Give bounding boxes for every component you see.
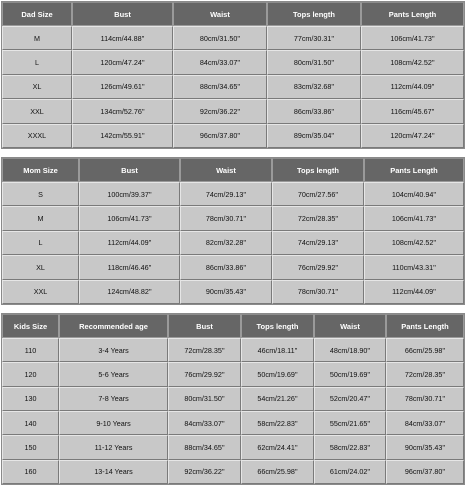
table-row <box>2 338 464 362</box>
table-cell: 110cm/43.31'' <box>364 255 464 279</box>
table-cell: 3-4 Years <box>59 338 168 362</box>
table-cell: 90cm/35.43'' <box>180 280 272 304</box>
table-row <box>2 99 464 123</box>
table-cell: 112cm/44.09'' <box>364 280 464 304</box>
dad-header-row <box>2 2 464 26</box>
table-cell: 90cm/35.43'' <box>386 435 464 459</box>
mom-header-row <box>2 158 464 182</box>
table-cell: 114cm/44.88'' <box>72 26 173 50</box>
table-cell: 130 <box>2 387 59 411</box>
table-cell: 76cm/29.92'' <box>168 362 241 386</box>
table-cell: 140 <box>2 411 59 435</box>
table-cell: 96cm/37.80'' <box>173 124 267 148</box>
table-cell: S <box>2 182 79 206</box>
table-row <box>2 435 464 459</box>
table-cell: 74cm/29.13'' <box>180 182 272 206</box>
table-cell: 118cm/46.46'' <box>79 255 180 279</box>
table-row <box>2 26 464 50</box>
dad-header-tops-length: Tops length <box>267 2 361 26</box>
table-cell: 88cm/34.65'' <box>173 75 267 99</box>
kids-header-tops-length: Tops length <box>241 314 314 338</box>
table-cell: 72cm/28.35'' <box>168 338 241 362</box>
table-cell: L <box>2 231 79 255</box>
table-cell: 92cm/36.22'' <box>173 99 267 123</box>
mom-header-size: Mom Size <box>2 158 79 182</box>
table-cell: 92cm/36.22'' <box>168 460 241 484</box>
dad-size-table <box>1 1 465 149</box>
table-cell: 86cm/33.86'' <box>267 99 361 123</box>
table-cell: 106cm/41.73'' <box>364 206 464 230</box>
dad-header-waist: Waist <box>173 2 267 26</box>
table-row <box>2 75 464 99</box>
table-cell: 46cm/18.11'' <box>241 338 314 362</box>
mom-header-pants-length: Pants Length <box>364 158 464 182</box>
table-row <box>2 124 464 148</box>
table-cell: 77cm/30.31'' <box>267 26 361 50</box>
table-cell: M <box>2 206 79 230</box>
table-cell: 76cm/29.92'' <box>272 255 364 279</box>
table-cell: 150 <box>2 435 59 459</box>
mom-header-tops-length: Tops length <box>272 158 364 182</box>
table-cell: 80cm/31.50'' <box>173 26 267 50</box>
table-cell: 106cm/41.73'' <box>361 26 464 50</box>
table-cell: 70cm/27.56'' <box>272 182 364 206</box>
table-cell: XXXL <box>2 124 72 148</box>
table-cell: 112cm/44.09'' <box>79 231 180 255</box>
table-cell: 80cm/31.50'' <box>267 50 361 74</box>
kids-header-bust: Bust <box>168 314 241 338</box>
table-cell: 160 <box>2 460 59 484</box>
table-row <box>2 50 464 74</box>
kids-header-waist: Waist <box>314 314 386 338</box>
table-cell: 120cm/47.24'' <box>72 50 173 74</box>
table-row <box>2 182 464 206</box>
table-cell: 52cm/20.47'' <box>314 387 386 411</box>
table-cell: XXL <box>2 99 72 123</box>
table-cell: L <box>2 50 72 74</box>
table-cell: 120 <box>2 362 59 386</box>
table-cell: 84cm/33.07'' <box>173 50 267 74</box>
mom-header-waist: Waist <box>180 158 272 182</box>
dad-header-bust: Bust <box>72 2 173 26</box>
kids-header-recommended-age: Recommended age <box>59 314 168 338</box>
table-cell: M <box>2 26 72 50</box>
table-cell: 54cm/21.26'' <box>241 387 314 411</box>
kids-header-row <box>2 314 464 338</box>
table-row <box>2 206 464 230</box>
table-cell: 9-10 Years <box>59 411 168 435</box>
table-cell: 48cm/18.90'' <box>314 338 386 362</box>
table-cell: 124cm/48.82'' <box>79 280 180 304</box>
table-cell: 55cm/21.65'' <box>314 411 386 435</box>
table-cell: XL <box>2 255 79 279</box>
table-cell: 50cm/19.69'' <box>314 362 386 386</box>
kids-size-table <box>1 313 465 485</box>
table-cell: 72cm/28.35'' <box>272 206 364 230</box>
table-cell: 78cm/30.71'' <box>272 280 364 304</box>
table-row <box>2 255 464 279</box>
mom-header-bust: Bust <box>79 158 180 182</box>
table-cell: 58cm/22.83'' <box>314 435 386 459</box>
table-cell: XXL <box>2 280 79 304</box>
table-row <box>2 231 464 255</box>
table-cell: 82cm/32.28'' <box>180 231 272 255</box>
table-cell: 110 <box>2 338 59 362</box>
table-cell: 78cm/30.71'' <box>386 387 464 411</box>
kids-header-size: Kids Size <box>2 314 59 338</box>
table-cell: 104cm/40.94'' <box>364 182 464 206</box>
table-cell: 80cm/31.50'' <box>168 387 241 411</box>
table-cell: 116cm/45.67'' <box>361 99 464 123</box>
table-cell: 96cm/37.80'' <box>386 460 464 484</box>
table-cell: 58cm/22.83'' <box>241 411 314 435</box>
table-cell: 50cm/19.69'' <box>241 362 314 386</box>
table-cell: 66cm/25.98'' <box>386 338 464 362</box>
table-cell: 142cm/55.91'' <box>72 124 173 148</box>
table-cell: 100cm/39.37'' <box>79 182 180 206</box>
table-cell: 89cm/35.04'' <box>267 124 361 148</box>
table-cell: 66cm/25.98'' <box>241 460 314 484</box>
table-cell: 11-12 Years <box>59 435 168 459</box>
table-cell: 74cm/29.13'' <box>272 231 364 255</box>
table-cell: 83cm/32.68'' <box>267 75 361 99</box>
table-cell: 120cm/47.24'' <box>361 124 464 148</box>
table-cell: 108cm/42.52'' <box>364 231 464 255</box>
table-cell: 126cm/49.61'' <box>72 75 173 99</box>
table-cell: 106cm/41.73'' <box>79 206 180 230</box>
table-row <box>2 362 464 386</box>
table-row <box>2 460 464 484</box>
table-cell: 7-8 Years <box>59 387 168 411</box>
table-cell: 13-14 Years <box>59 460 168 484</box>
dad-header-size: Dad Size <box>2 2 72 26</box>
table-row <box>2 387 464 411</box>
table-row <box>2 280 464 304</box>
table-cell: 61cm/24.02'' <box>314 460 386 484</box>
table-cell: XL <box>2 75 72 99</box>
table-cell: 86cm/33.86'' <box>180 255 272 279</box>
table-cell: 108cm/42.52'' <box>361 50 464 74</box>
table-cell: 72cm/28.35'' <box>386 362 464 386</box>
table-cell: 5-6 Years <box>59 362 168 386</box>
table-cell: 134cm/52.76'' <box>72 99 173 123</box>
mom-size-table <box>1 157 465 305</box>
table-cell: 78cm/30.71'' <box>180 206 272 230</box>
table-cell: 84cm/33.07'' <box>168 411 241 435</box>
table-cell: 112cm/44.09'' <box>361 75 464 99</box>
kids-header-pants-length: Pants Length <box>386 314 464 338</box>
dad-header-pants-length: Pants Length <box>361 2 464 26</box>
table-cell: 84cm/33.07'' <box>386 411 464 435</box>
table-row <box>2 411 464 435</box>
table-cell: 62cm/24.41'' <box>241 435 314 459</box>
table-cell: 88cm/34.65'' <box>168 435 241 459</box>
